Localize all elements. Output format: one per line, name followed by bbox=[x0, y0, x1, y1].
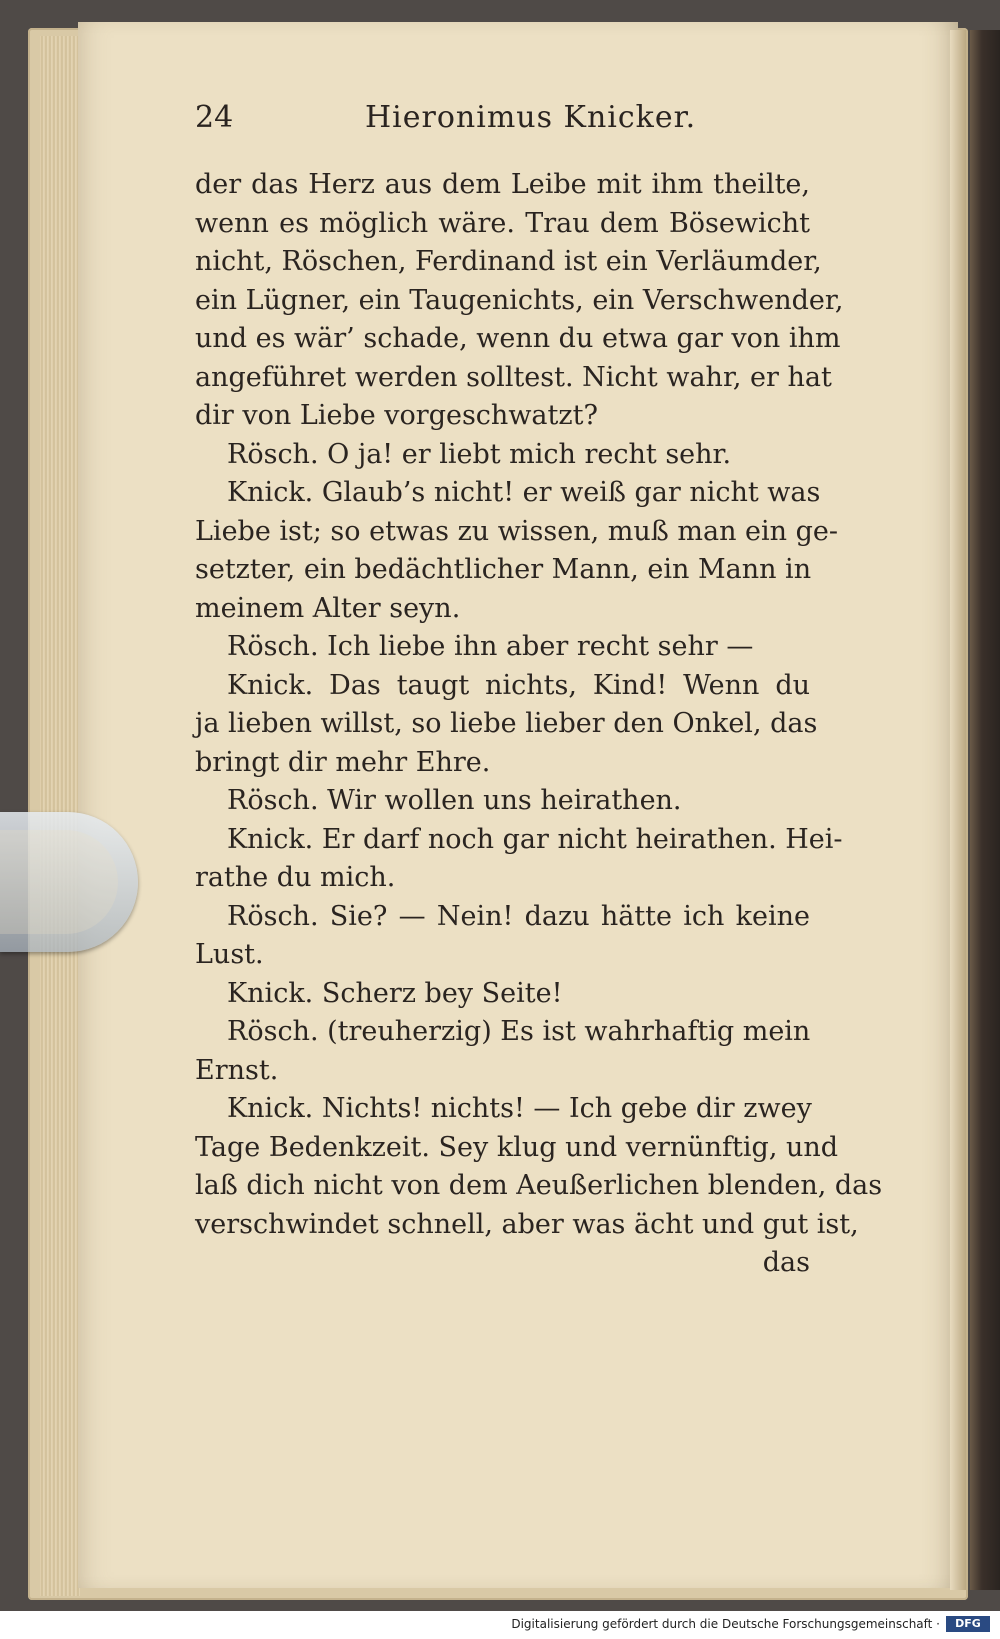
book-spine bbox=[970, 30, 1000, 1590]
dfg-logo: DFG bbox=[946, 1616, 990, 1632]
text-line: setzter, ein bedächtlicher Mann, ein Mann in bbox=[195, 554, 812, 585]
dialogue-line: Rösch. Wir wollen uns heirathen. bbox=[227, 785, 682, 816]
text-line: und es wär’ schade, wenn du etwa gar von ihm bbox=[195, 323, 841, 354]
text-line: laß dich nicht von dem Aeußerlichen blenden, das bbox=[195, 1170, 883, 1201]
text-line: meinem Alter seyn. bbox=[195, 592, 461, 624]
text-line: dir von Liebe vorgeschwatzt? bbox=[195, 400, 598, 431]
dialogue-line: Knick. Glaub’s nicht! er weiß gar nicht was bbox=[227, 477, 821, 508]
bookmark-clip bbox=[0, 812, 138, 952]
page-body-text bbox=[195, 166, 883, 1283]
dialogue-line: Rösch. (treuherzig) Es ist wahrhaftig mein bbox=[227, 1016, 811, 1047]
page-number: 24 bbox=[195, 100, 234, 135]
page-header bbox=[195, 100, 815, 140]
footer-credit: Digitalisierung gefördert durch die Deutsche Forschungsgemeinschaft · bbox=[511, 1617, 940, 1631]
text-line: angeführet werden solltest. Nicht wahr, er hat bbox=[195, 361, 832, 393]
text-line: nicht, Röschen, Ferdinand ist ein Verläumder, bbox=[195, 246, 822, 277]
dialogue-line: Knick. Nichts! nichts! — Ich gebe dir zwey bbox=[227, 1093, 812, 1124]
text-line: Liebe ist; so etwas zu wissen, muß man ein ge- bbox=[195, 515, 839, 547]
text-line: Lust. bbox=[195, 939, 264, 970]
dialogue-line: Knick. Scherz bey Seite! bbox=[227, 977, 563, 1009]
bookmark-clip-inner bbox=[0, 830, 118, 934]
dialogue-line: Knick. Das taugt nichts, Kind! Wenn du bbox=[227, 669, 810, 701]
text-line: ein Lügner, ein Taugenichts, ein Verschwender, bbox=[195, 284, 844, 316]
dialogue-line: Rösch. Sie? — Nein! dazu hätte ich keine bbox=[227, 900, 810, 932]
text-line: der das Herz aus dem Leibe mit ihm theilte, bbox=[195, 169, 810, 200]
footer-bar bbox=[0, 1611, 1000, 1639]
text-line: verschwindet schnell, aber was ächt und gut ist, bbox=[195, 1208, 859, 1240]
text-line: Tage Bedenkzeit. Sey klug und vernünftig, und bbox=[195, 1131, 839, 1163]
page-fold bbox=[950, 30, 966, 1590]
text-line: wenn es möglich wäre. Trau dem Bösewicht bbox=[195, 207, 810, 239]
text-line: ja lieben willst, so liebe lieber den Onkel, das bbox=[195, 708, 818, 739]
running-title: Hieronimus Knicker. bbox=[365, 100, 697, 135]
catchword: das bbox=[762, 1247, 810, 1278]
text-line: bringt dir mehr Ehre. bbox=[195, 746, 491, 778]
dialogue-line: Rösch. Ich liebe ihn aber recht sehr — bbox=[227, 631, 754, 662]
text-line: rathe du mich. bbox=[195, 862, 396, 893]
dialogue-line: Knick. Er darf noch gar nicht heirathen. Hei- bbox=[227, 823, 843, 855]
dialogue-line: Rösch. O ja! er liebt mich recht sehr. bbox=[227, 438, 732, 470]
text-line: Ernst. bbox=[195, 1054, 279, 1086]
